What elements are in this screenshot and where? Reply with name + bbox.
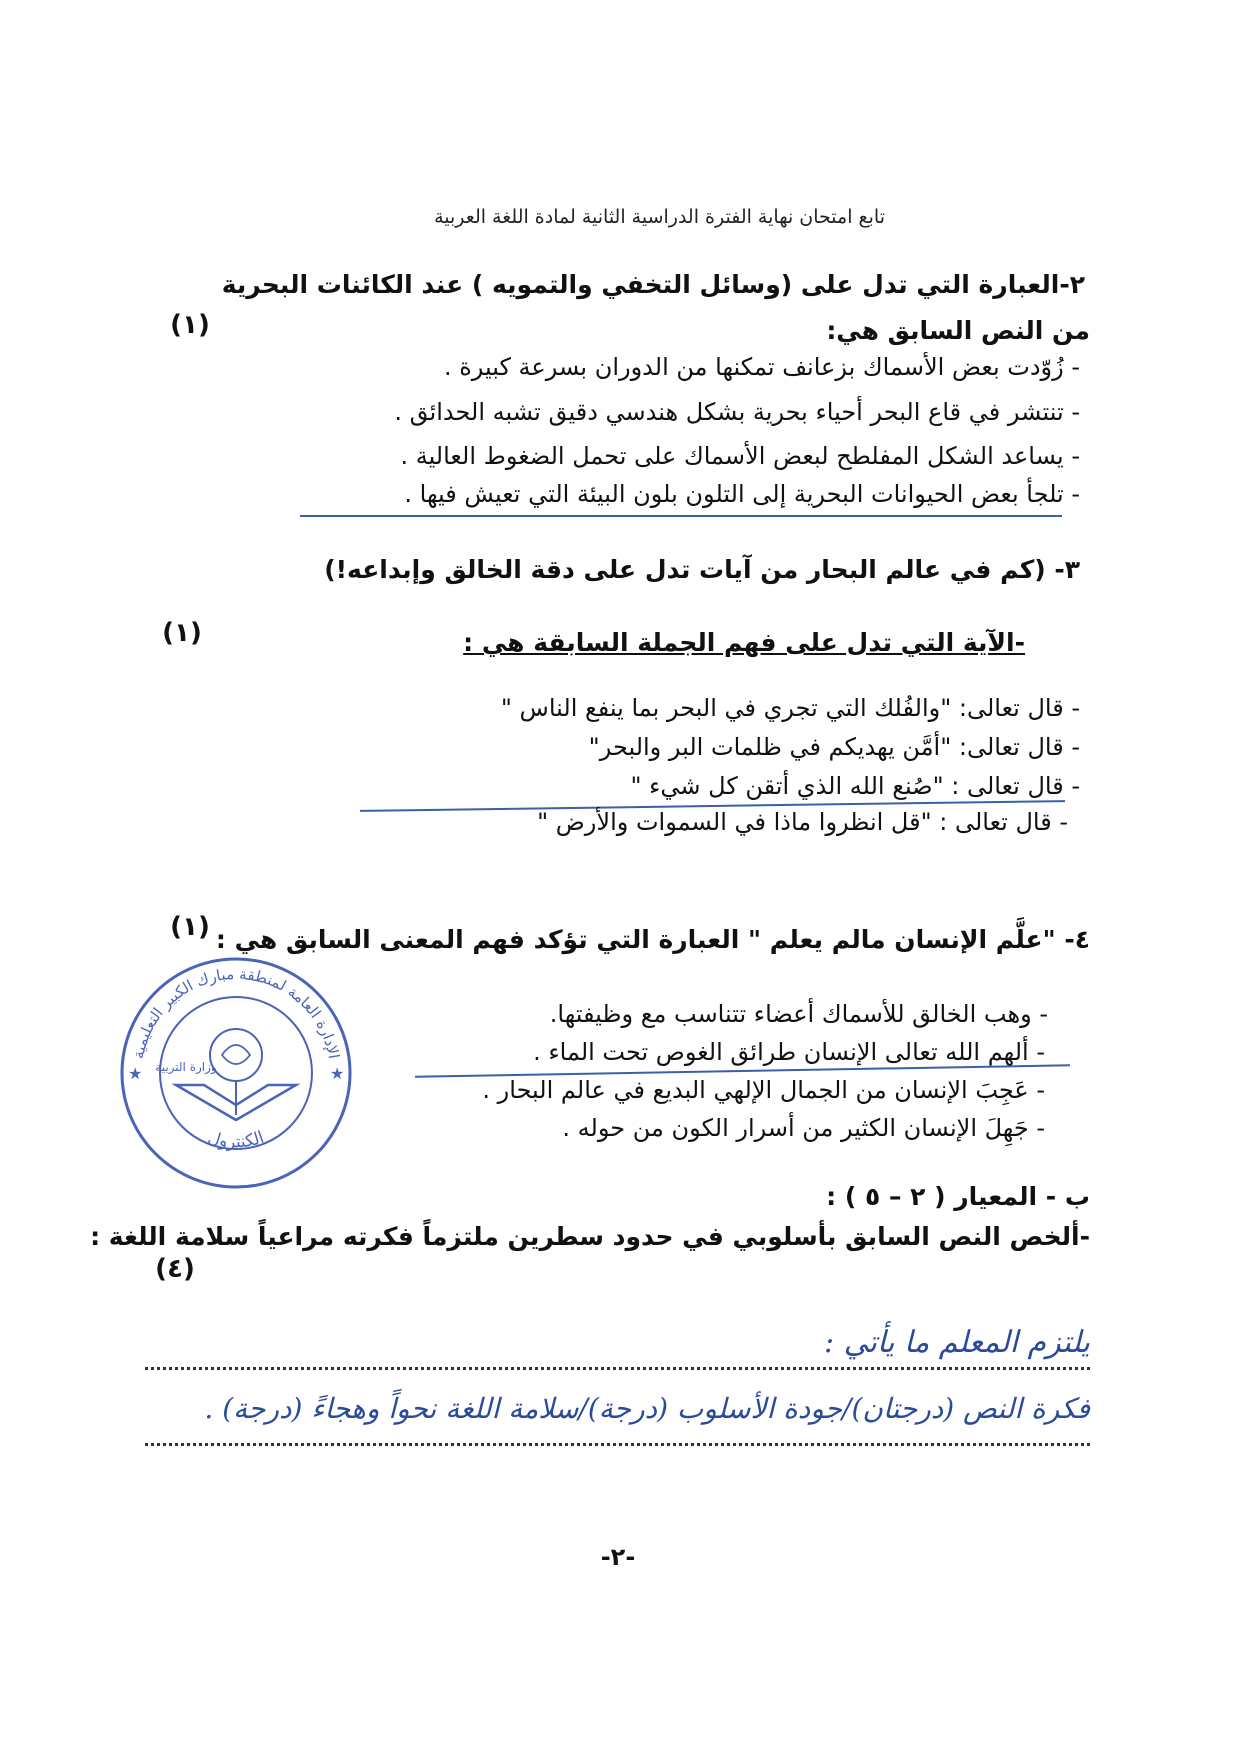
q4-option-4: - جَهِلَ الإنسان الكثير من أسرار الكون من حوله .: [562, 1114, 1045, 1142]
answer-line-2: [145, 1443, 1090, 1446]
q2-option-3: - يساعد الشكل المفلطح لبعض الأسماك على تحمل الضغوط العالية .: [400, 442, 1080, 470]
q4-stem: ٤- "علَّم الإنسان مالم يعلم " العبارة التي تؤكد فهم المعنى السابق هي :: [215, 925, 1090, 954]
handwritten-note-2: فكرة النص (درجتان)/جودة الأسلوب (درجة)/سلامة اللغة نحواً وهجاءً (درجة) .: [204, 1392, 1090, 1425]
control-stamp: [118, 955, 354, 1191]
q4-option-2: - ألهم الله تعالى الإنسان طرائق الغوص تحت الماء .: [533, 1038, 1045, 1066]
q2-score: (١): [170, 310, 210, 340]
q4-score: (١): [170, 912, 210, 942]
stamp-center-text: وزارة التربية: [155, 1060, 217, 1074]
star-icon: ★: [128, 1064, 143, 1083]
q3-option-1: - قال تعالى: "والفُلك التي تجري في البحر بما ينفع الناس ": [500, 694, 1080, 722]
q3-option-4: - قال تعالى : "قل انظروا ماذا في السموات والأرض ": [537, 808, 1068, 836]
q3-stem: ٣- (كم في عالم البحار من آيات تدل على دقة الخالق وإبداعه!): [324, 555, 1080, 584]
q4-option-3: - عَجِبَ الإنسان من الجمال الإلهي البديع في عالم البحار .: [482, 1076, 1045, 1104]
section-b-title: ب - المعيار ( ٢ – ٥ ) :: [826, 1182, 1090, 1211]
q2-option-2: - تنتشر في قاع البحر أحياء بحرية بشكل هندسي دقيق تشبه الحدائق .: [394, 398, 1080, 426]
star-icon: ★: [330, 1064, 345, 1083]
stamp-ring-text: الإدارة العامة لمنطقة مبارك الكبير التعليمية: [129, 964, 343, 1061]
section-b-score: (٤): [155, 1254, 195, 1284]
q2-option-1: - زُوّدت بعض الأسماك بزعانف تمكنها من الدوران بسرعة كبيرة .: [443, 353, 1080, 381]
q2-answer-underline: [300, 515, 1062, 517]
section-b-instruction: -ألخص النص السابق بأسلوبي في حدود سطرين ملتزماً فكرته مراعياً سلامة اللغة :: [90, 1222, 1090, 1251]
page-number: -٢-: [600, 1543, 636, 1571]
q2-stem-line1: ٢-العبارة التي تدل على (وسائل التخفي والتمويه ) عند الكائنات البحرية: [221, 270, 1085, 299]
q3-option-2: - قال تعالى: "أمَّن يهديكم في ظلمات البر والبحر": [588, 733, 1080, 761]
q3-subquestion: -الآية التي تدل على فهم الجملة السابقة هي :: [463, 628, 1025, 657]
q3-score: (١): [162, 618, 202, 648]
q2-stem-line2: من النص السابق هي:: [826, 316, 1090, 345]
q3-option-3: - قال تعالى : "صُنع الله الذي أتقن كل شيء ": [630, 772, 1080, 800]
answer-line-1: [145, 1367, 1090, 1370]
page-header: تابع امتحان نهاية الفترة الدراسية الثانية لمادة اللغة العربية: [434, 206, 885, 228]
emblem-seal-icon: [210, 1029, 262, 1081]
q4-option-1: - وهب الخالق للأسماك أعضاء تتناسب مع وظيفتها.: [549, 1000, 1048, 1028]
stamp-bottom-text: الكنترول: [205, 1127, 267, 1153]
handwritten-note-1: يلتزم المعلم ما يأتي :: [824, 1325, 1090, 1360]
emblem-falcon-icon: [222, 1045, 250, 1064]
q2-option-4: - تلجأ بعض الحيوانات البحرية إلى التلون بلون البيئة التي تعيش فيها .: [404, 480, 1080, 508]
